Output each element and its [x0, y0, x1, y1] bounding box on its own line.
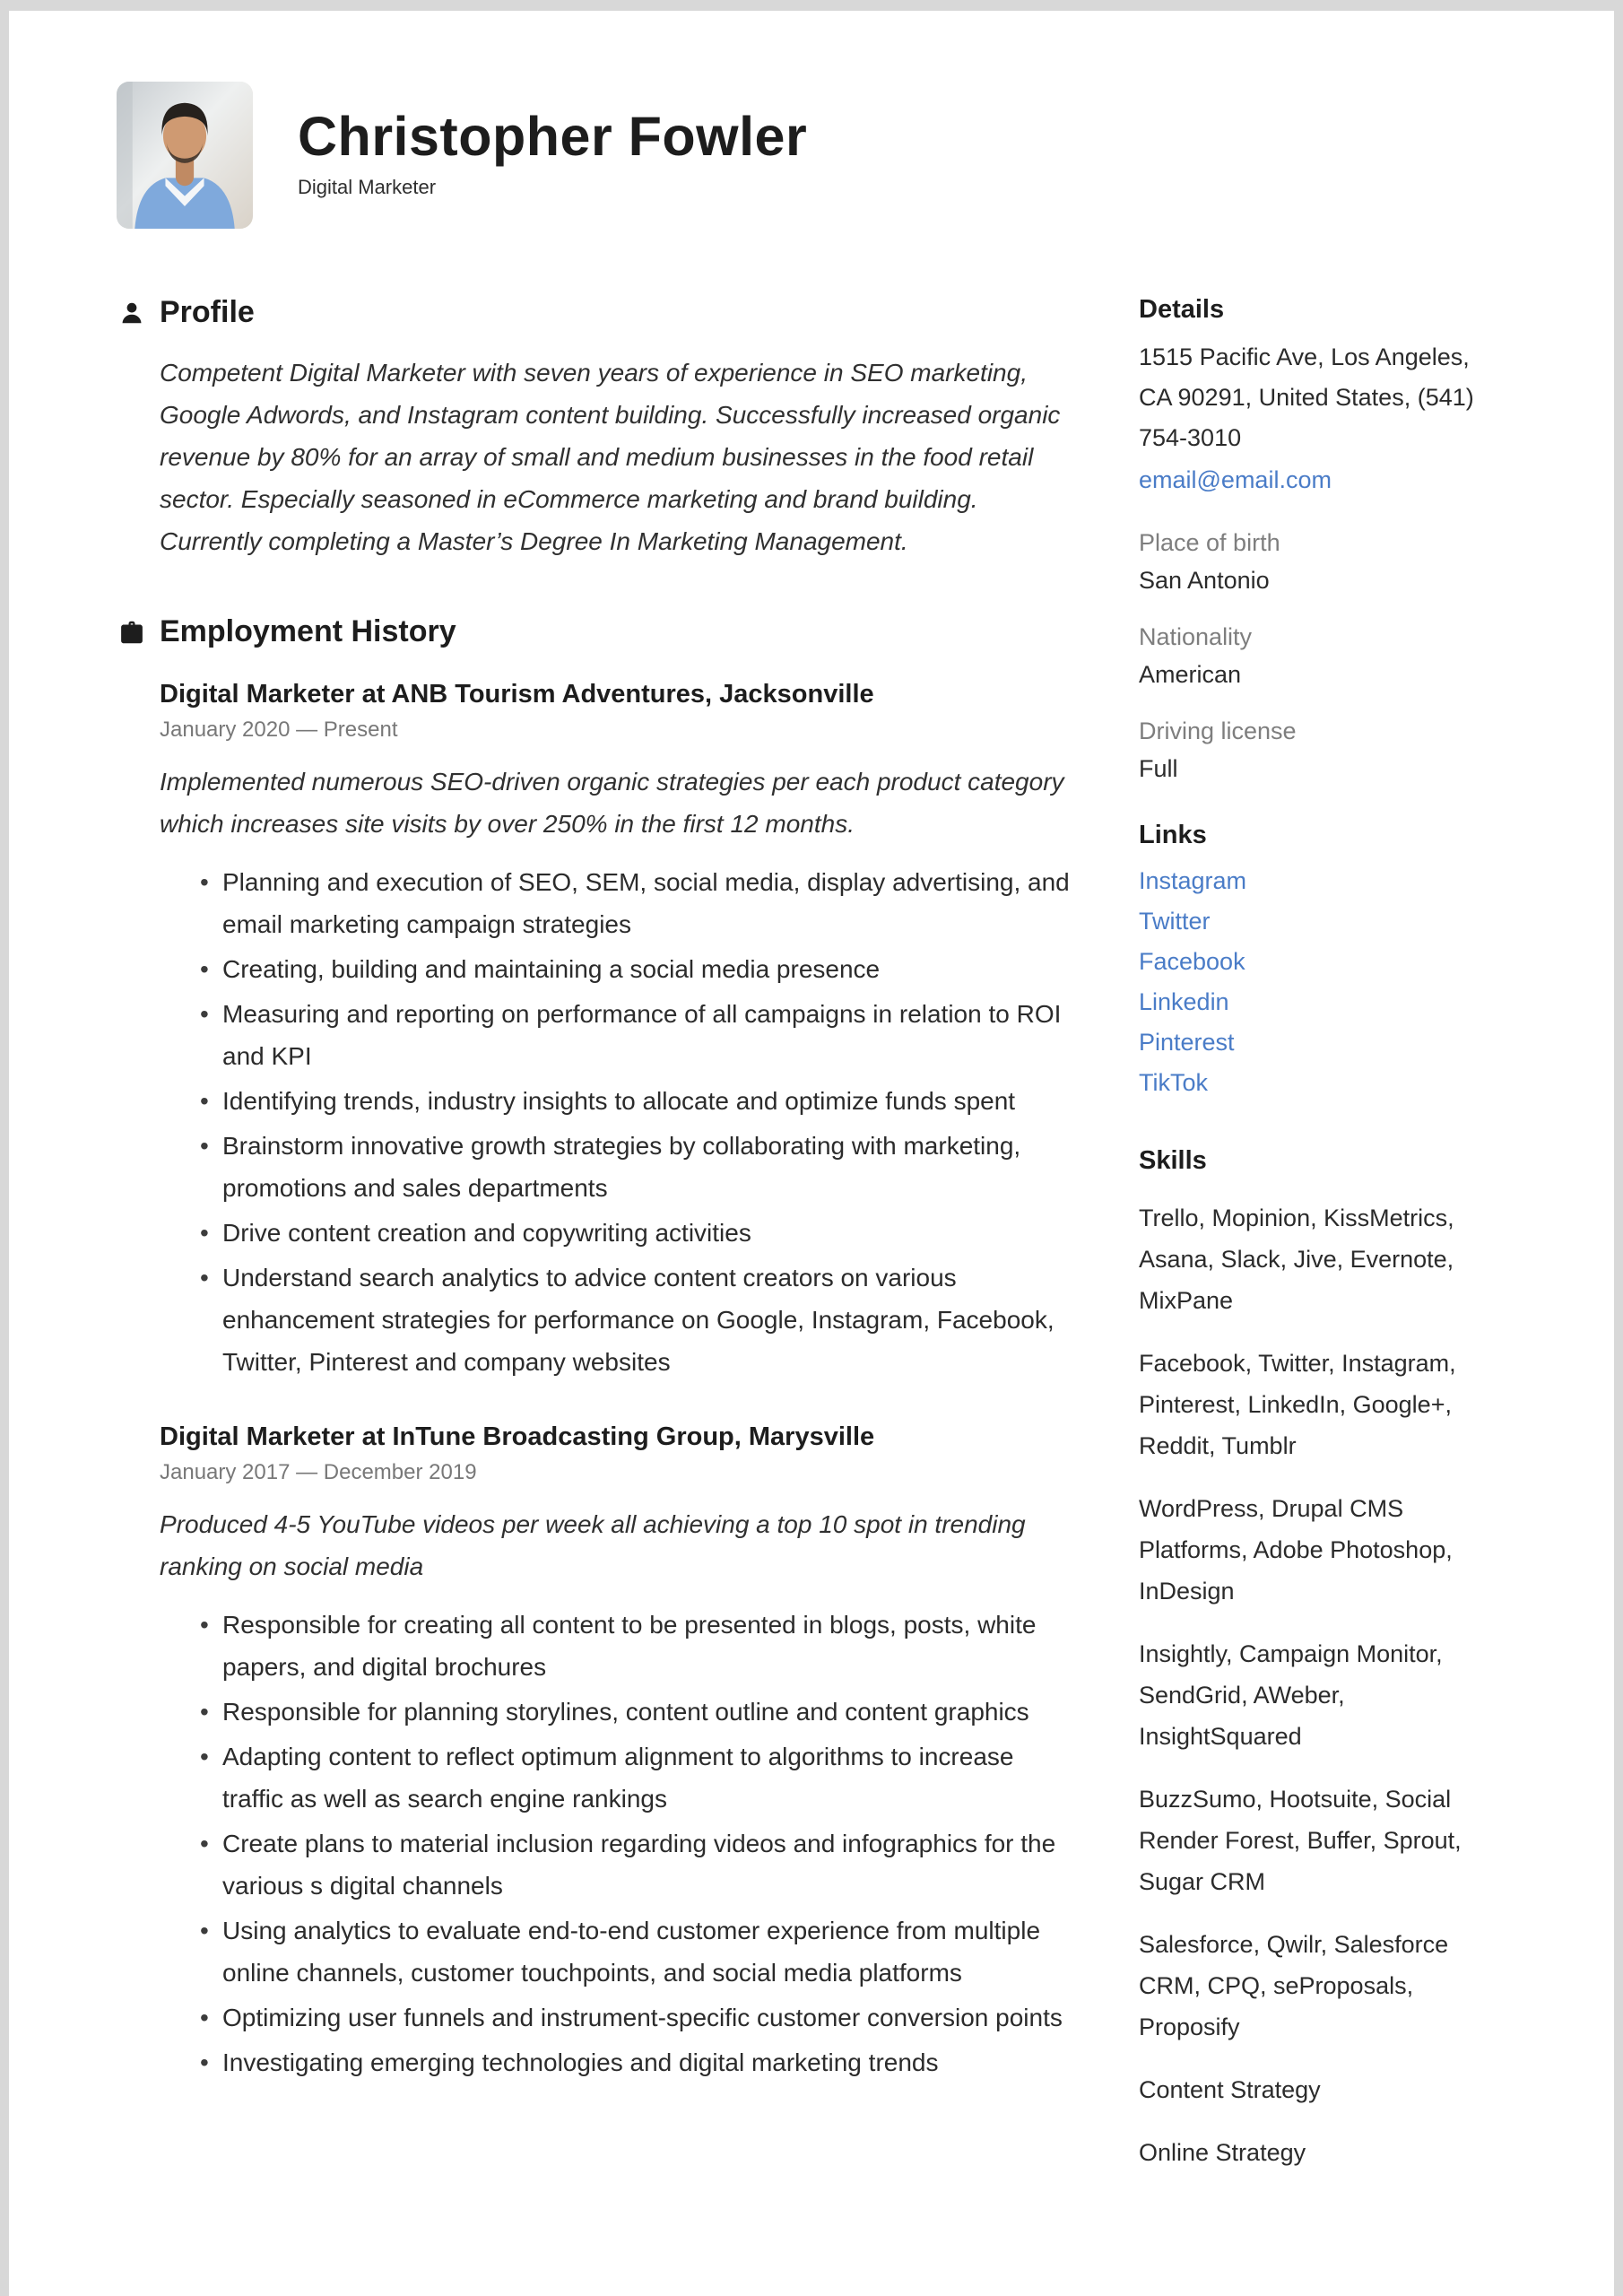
job-title: Digital Marketer at ANB Tourism Adventures, Jacksonville: [160, 680, 874, 709]
list-item: • Planning and execution of SEO, SEM, social media, display advertising, and email marketing campaign strategies: [160, 861, 1080, 945]
main-column: [160, 295, 1080, 2173]
profile-heading: [118, 295, 1080, 330]
content-columns: [160, 295, 1494, 2173]
nationality-label: Nationality: [1139, 623, 1253, 650]
sidebar-link[interactable]: Linkedin: [1139, 988, 1229, 1015]
profile-text: Competent Digital Marketer with seven years of experience in SEO marketing, Google Adwords, and Instagram content building. Successfully increased organic revenue by 80% for an array of small and medium businesses in the food retail sector. Especially seasoned in eCommerce marketing and brand building. Currently completing a Master’s Degree In Marketing Management.: [160, 359, 1061, 555]
person-name: Christopher Fowler: [298, 106, 808, 167]
list-item: • Investigating emerging technologies and digital marketing trends: [160, 2041, 1080, 2083]
list-item: • Responsible for planning storylines, content outline and content graphics: [160, 1691, 1080, 1733]
place-of-birth-label: Place of birth: [1139, 529, 1280, 556]
list-item: • Identifying trends, industry insights to allocate and optimize funds spent: [160, 1080, 1080, 1122]
skill-group: Salesforce, Qwilr, Salesforce CRM, CPQ, seProposals, Proposify: [1139, 1931, 1449, 2040]
job-dates: January 2020 — Present: [160, 718, 398, 742]
profile-heading-label: Profile: [160, 295, 255, 329]
skills-heading: Skills: [1139, 1146, 1207, 1175]
skill-group: Trello, Mopinion, KissMetrics, Asana, Slack, Jive, Evernote, MixPane: [1139, 1205, 1454, 1314]
list-item: • Understand search analytics to advice content creators on various enhancement strategies for performance on Google, Instagram, Facebook, Twitter, Pinterest and company websites: [160, 1257, 1080, 1383]
list-item: • Creating, building and maintaining a social media presence: [160, 948, 1080, 990]
skills-block: [1139, 1146, 1494, 2173]
sidebar-link[interactable]: TikTok: [1139, 1069, 1209, 1096]
links-heading: Links: [1139, 821, 1207, 849]
list-item: • Using analytics to evaluate end-to-end customer experience from multiple online channels, customer touchpoints, and social media platforms: [160, 1909, 1080, 1994]
email-link[interactable]: email@email.com: [1139, 466, 1332, 493]
sidebar: [1139, 295, 1494, 2173]
sidebar-link[interactable]: Pinterest: [1139, 1029, 1235, 1056]
skill-group: Online Strategy: [1139, 2139, 1306, 2166]
job-intro: Produced 4-5 YouTube videos per week all achieving a top 10 spot in trending ranking on social media: [160, 1510, 1026, 1580]
list-item: • Adapting content to reflect optimum alignment to algorithms to increase traffic as well as search engine rankings: [160, 1735, 1080, 1820]
skill-group: Insightly, Campaign Monitor, SendGrid, AWeber, InsightSquared: [1139, 1640, 1443, 1750]
person-job-title: Digital Marketer: [298, 176, 437, 199]
place-of-birth-value: San Antonio: [1139, 567, 1270, 594]
address-text: 1515 Pacific Ave, Los Angeles, CA 90291, United States, (541) 754-3010: [1139, 344, 1474, 451]
header: [117, 82, 1494, 229]
job-bullet-list: [160, 1604, 1080, 2083]
briefcase-icon: [118, 619, 145, 646]
list-item: • Drive content creation and copywriting activities: [160, 1212, 1080, 1254]
employment-heading: [118, 614, 1080, 649]
list-item: • Optimizing user funnels and instrument-specific customer conversion points: [160, 1996, 1080, 2039]
sidebar-link[interactable]: Instagram: [1139, 867, 1247, 894]
list-item: • Responsible for creating all content to be presented in blogs, posts, white papers, and digital brochures: [160, 1604, 1080, 1688]
nationality-value: American: [1139, 661, 1242, 688]
job-title: Digital Marketer at InTune Broadcasting Group, Marysville: [160, 1422, 875, 1451]
links-list: [1139, 861, 1494, 1103]
resume-page: [9, 11, 1614, 2296]
header-text: [298, 82, 807, 199]
profile-section: [160, 295, 1080, 562]
list-item: • Brainstorm innovative growth strategies by collaborating with marketing, promotions and sales departments: [160, 1125, 1080, 1209]
employment-section: [160, 614, 1080, 2083]
job-bullet-list: [160, 861, 1080, 1383]
skills-list: [1139, 1197, 1494, 2173]
person-photo-illustration: [117, 82, 253, 229]
driving-license-label: Driving license: [1139, 718, 1297, 744]
driving-license-value: Full: [1139, 755, 1178, 782]
details-heading: Details: [1139, 295, 1225, 324]
job-intro: Implemented numerous SEO-driven organic strategies per each product category which increases site visits by over 250% in the first 12 months.: [160, 768, 1064, 838]
list-item: • Measuring and reporting on performance of all campaigns in relation to ROI and KPI: [160, 993, 1080, 1077]
skill-group: WordPress, Drupal CMS Platforms, Adobe Photoshop, InDesign: [1139, 1495, 1453, 1605]
job-dates: January 2017 — December 2019: [160, 1460, 477, 1484]
sidebar-link[interactable]: Twitter: [1139, 908, 1211, 935]
profile-photo: [117, 82, 253, 229]
employment-heading-label: Employment History: [160, 614, 456, 648]
links-block: [1139, 821, 1494, 1103]
sidebar-link[interactable]: Facebook: [1139, 948, 1245, 975]
skill-group: Content Strategy: [1139, 2076, 1321, 2103]
list-item: • Create plans to material inclusion regarding videos and infographics for the various s digital channels: [160, 1822, 1080, 1907]
job-entry: [160, 680, 1080, 1383]
person-icon: [118, 300, 145, 326]
skill-group: BuzzSumo, Hootsuite, Social Render Forest, Buffer, Sprout, Sugar CRM: [1139, 1786, 1462, 1895]
job-entry: [160, 1422, 1080, 2083]
details-block: [1139, 295, 1494, 783]
skill-group: Facebook, Twitter, Instagram, Pinterest, LinkedIn, Google+, Reddit, Tumblr: [1139, 1350, 1456, 1459]
